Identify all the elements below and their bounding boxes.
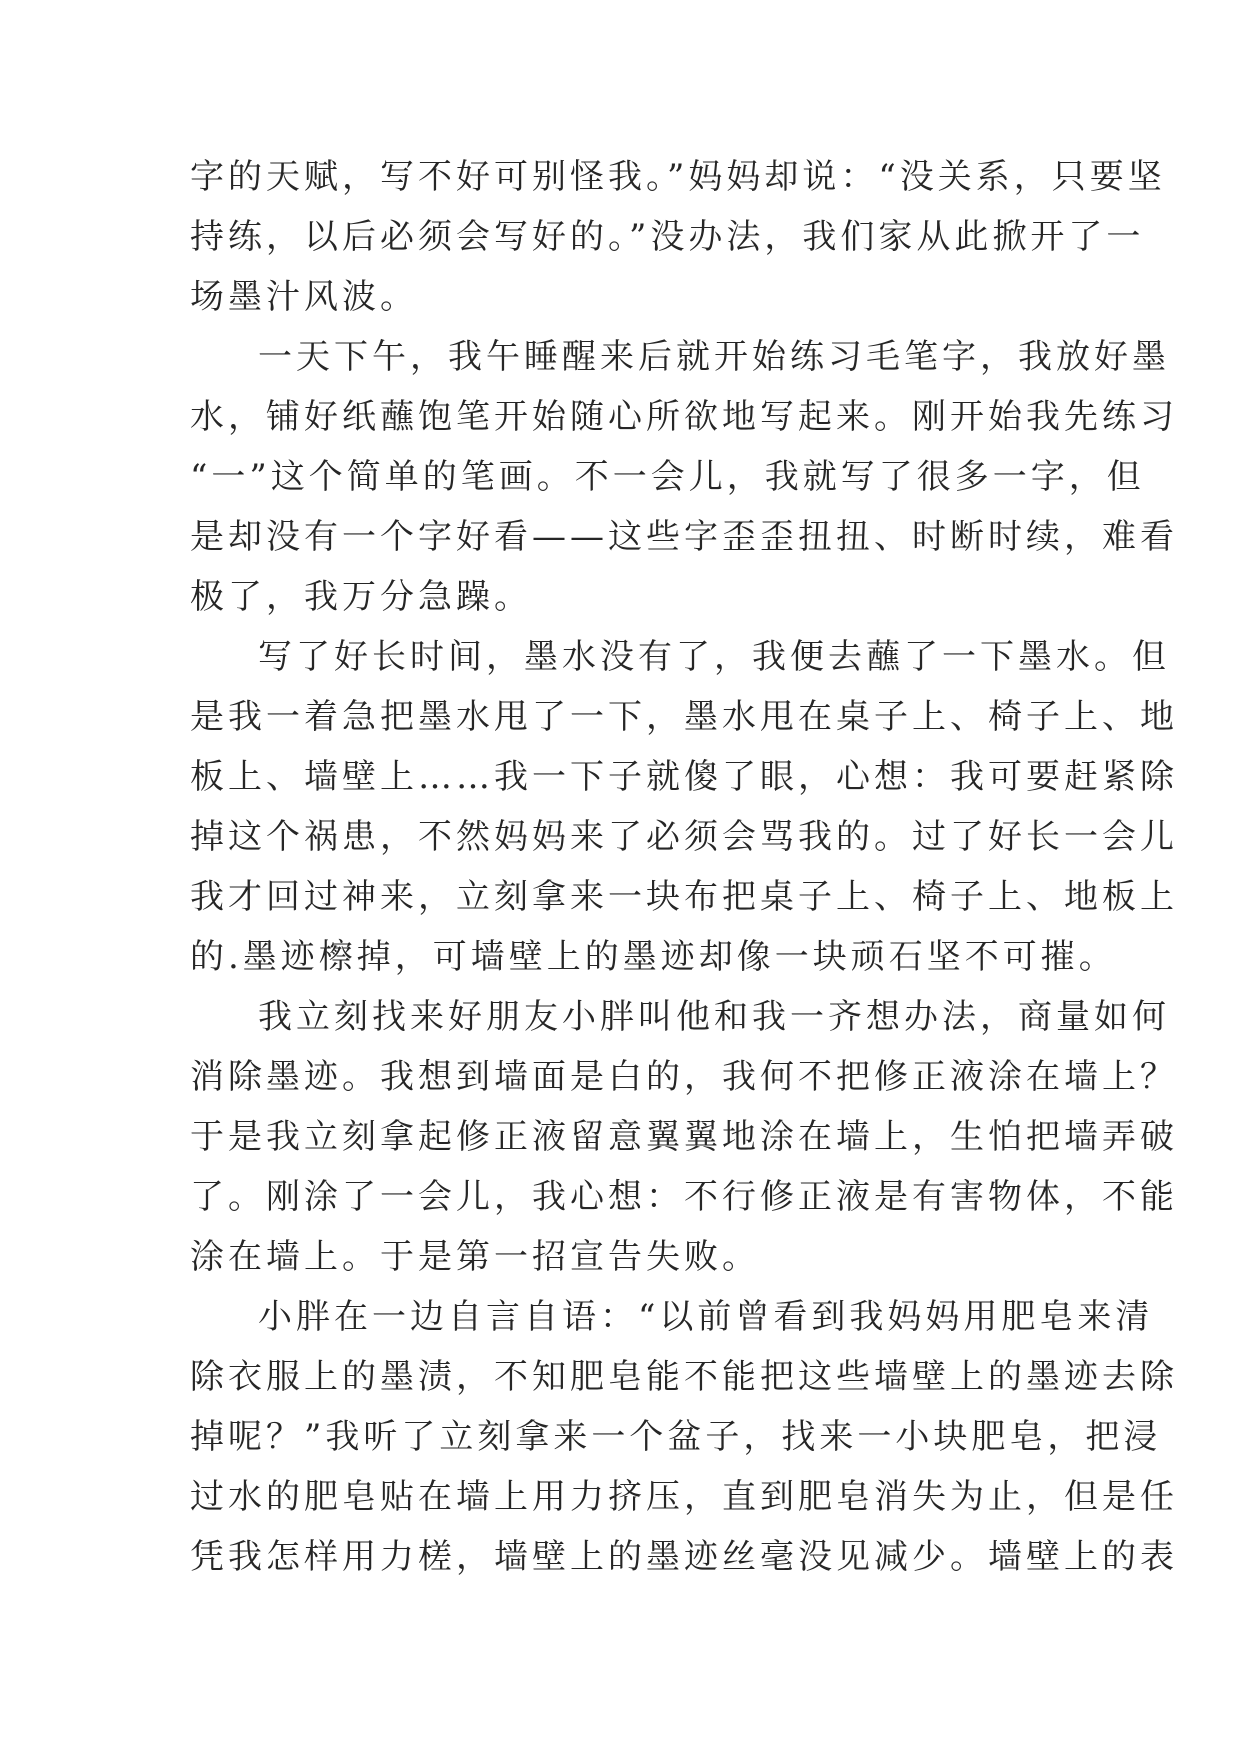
text-line: 凭我怎样用力槎，墙壁上的墨迹丝毫没见减少。墙壁上的表 bbox=[190, 1537, 1178, 1577]
text-line: 小胖在一边自言自语：“以前曾看到我妈妈用肥皂来清 bbox=[258, 1297, 1154, 1337]
body-text bbox=[190, 147, 1178, 1587]
text-line: 我才回过神来，立刻拿来一块布把桌子上、椅子上、地板上 bbox=[190, 877, 1178, 917]
text-line: 过水的肥皂贴在墙上用力挤压，直到肥皂消失为止，但是任 bbox=[190, 1477, 1178, 1517]
text-line: 我立刻找来好朋友小胖叫他和我一齐想办法，商量如何 bbox=[258, 997, 1170, 1037]
text-line: 是却没有一个字好看——这些字歪歪扭扭、时断时续，难看 bbox=[190, 517, 1178, 557]
text-line: 字的天赋，写不好可别怪我。”妈妈却说：“没关系，只要坚 bbox=[190, 157, 1166, 197]
text-line: 涂在墙上。于是第一招宣告失败。 bbox=[190, 1237, 760, 1277]
text-line: 持练，以后必须会写好的。”没办法，我们家从此掀开了一 bbox=[190, 217, 1145, 257]
text-line: 极了，我万分急躁。 bbox=[190, 577, 532, 617]
text-line: 掉这个祸患，不然妈妈来了必须会骂我的。过了好长一会儿 bbox=[190, 817, 1178, 857]
text-line: 水，铺好纸蘸饱笔开始随心所欲地写起来。刚开始我先练习 bbox=[190, 397, 1178, 437]
text-line: 的.墨迹檫掉，可墙壁上的墨迹却像一块顽石坚不可摧。 bbox=[190, 937, 1117, 977]
text-line: 板上、墙壁上……我一下子就傻了眼，心想：我可要赶紧除 bbox=[190, 757, 1178, 797]
text-line: 场墨汁风波。 bbox=[190, 277, 418, 317]
text-line: 掉呢？”我听了立刻拿来一个盆子，找来一小块肥皂，把浸 bbox=[190, 1417, 1162, 1457]
text-line: 写了好长时间，墨水没有了，我便去蘸了一下墨水。但 bbox=[258, 637, 1170, 677]
text-line: 了。刚涂了一会儿，我心想：不行修正液是有害物体，不能 bbox=[190, 1177, 1178, 1217]
text-line: 是我一着急把墨水甩了一下，墨水甩在桌子上、椅子上、地 bbox=[190, 697, 1178, 737]
text-line: 除衣服上的墨渍，不知肥皂能不能把这些墙壁上的墨迹去除 bbox=[190, 1357, 1178, 1397]
text-line: “一”这个简单的笔画。不一会儿，我就写了很多一字，但 bbox=[190, 457, 1145, 497]
text-line: 一天下午，我午睡醒来后就开始练习毛笔字，我放好墨 bbox=[258, 337, 1170, 377]
text-line: 于是我立刻拿起修正液留意翼翼地涂在墙上，生怕把墙弄破 bbox=[190, 1117, 1178, 1157]
text-line: 消除墨迹。我想到墙面是白的，我何不把修正液涂在墙上？ bbox=[190, 1057, 1178, 1097]
